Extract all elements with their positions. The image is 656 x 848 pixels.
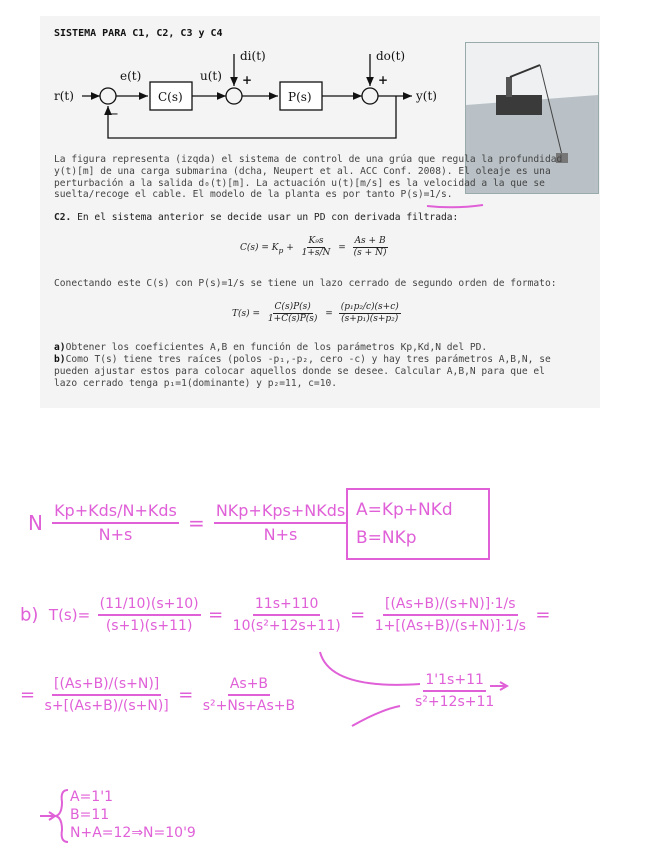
handwritten-step-c: = $\frac{[(As+B)/(s+N)]}{s+[(As+B)/(s+N)]}$ = $\frac{As+B}{\text{s²+Ns+As+B}}$ [20,676,296,714]
signal-e: e(t) [120,69,142,83]
problem-title: SISTEMA PARA C1, C2, C3 y C4 [54,28,223,39]
result-box: A=Kp+NKd B=NKp [346,488,490,560]
signal-do: do(t) [376,49,406,63]
signal-di: di(t) [240,49,266,63]
handwritten-step-b: b) T(s)= $\frac{(11/10)(s+10)}{(s+1)(s+11)}$ = $\frac{11s+110}{\text{10(s²+12s+11)}}$ = $\frac{[(As+B)/(s+N)]\cdot 1/s}{1+[(As+B)/(s+N)]\cdot 1/s}$ = [20,596,551,634]
svg-text:+: + [378,73,389,87]
handwritten-step-a: N $\frac{\text{Kp+Kds/N+Kds}}{N+s}$ = $\frac{\text{NKp+Kps+NKds}}{N+s}$ [28,501,346,544]
connect-text: Conectando este C(s) con P(s)=1/s se tiene un lazo cerrado de segundo orden de formato: [54,278,557,289]
pd-equation: $C(s) = K_p$ + $\frac{\text{K₉s}}{1+s/N}$ = $\frac{As + B}{(s + N)}$ [240,236,387,258]
svg-text:−: − [108,107,119,122]
signal-r: r(t) [54,89,74,103]
signal-u: u(t) [200,69,222,83]
svg-text:P(s): P(s) [288,90,312,104]
c2-statement: C2. En el sistema anterior se decide usar un PD con derivada filtrada: [54,212,459,223]
svg-text:C(s): C(s) [158,90,183,104]
target-fraction: $\frac{1'1s+11}{\text{s²+12s+11}}$ [415,672,495,710]
problem-paragraph: La figura representa (izqda) el sistema de control de una grúa que regula la profundidad y(t)[m] de una carga submarina (dcha, Neupert et al. ACC Conf. 2008). El oleaje es una perturbación a la salida d₀(t)[m]. La actuación u(t)[m/s] es la velocidad a la que se suelta/recoge el cable. El modelo de la planta es por tanto P(s)=1/s. [54,154,563,201]
question-b: b)Como T(s) tiene tres raíces (polos -p₁,-p₂, cero -c) y hay tres parámetros A,B,N, se pueden ajustar estos para colocar aquellos donde se desee. Calcular A,B,N para que el lazo cerrado tenga p₁=1(dominante) y p₂=11, c=10. [54,354,551,389]
solution-list: A=1'1 B=11 N+A=12⇒N=10'9 [70,789,196,841]
closed-loop-equation: T(s) = $\frac{C(s)P(s)}{1+C(s)P(s)}$ = $\frac{\text{(p₁p₂/c)(s+c)}}{\text{(s+p₁)(s+p₂)}}$ [232,302,399,324]
svg-text:+: + [242,73,253,87]
question-a: a)Obtener los coeficientes A,B en función de los parámetros Kp,Kd,N del PD. [54,342,488,353]
signal-y: y(t) [416,89,437,103]
